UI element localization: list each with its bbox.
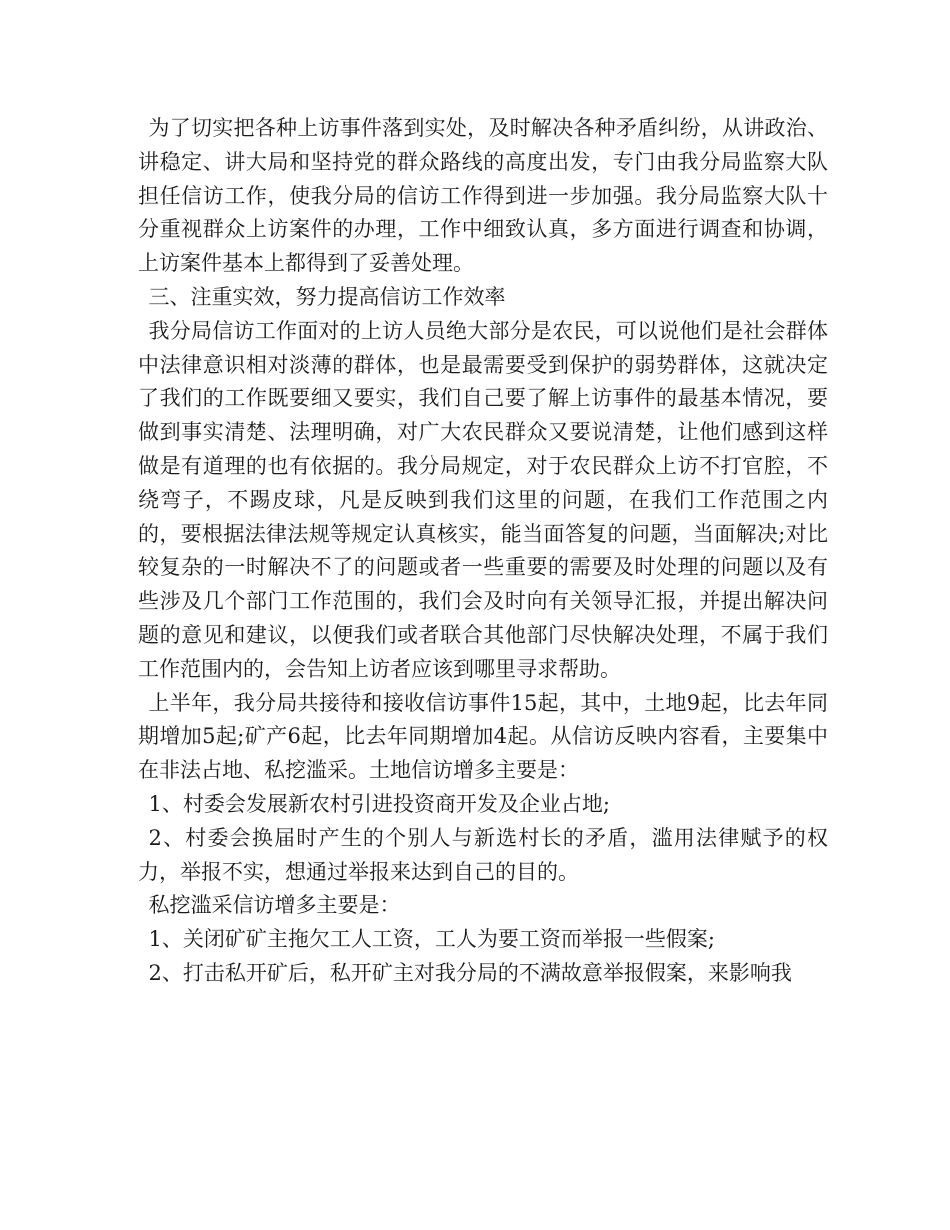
- paragraph-work-practice: 我分局信访工作面对的上访人员绝大部分是农民，可以说他们是社会群体中法律意识相对淡薄的群体，也是最需要受到保护的弱势群体，这就决定了我们的工作既要细又要实，我们自己要了解上访事件的最基本情况，要做到事实清楚、法理明确，对广大农民群众又要说清楚，让他们感到这样做是有道理的也有依据的。我分局规定，对于农民群众上访不打官腔，不绕弯子，不踢皮球，凡是反映到我们这里的问题，在我们工作范围之内的，要根据法律法规等规定认真核实，能当面答复的问题，当面解决;对比较复杂的一时解决不了的问题或者一些重要的需要及时处理的问题以及有些涉及几个部门工作范围的，我们会及时向有关领导汇报，并提出解决问题的意见和建议，以便我们或者联合其他部门尽快解决处理，不属于我们工作范围内的，会告知上访者应该到哪里寻求帮助。: [138, 318, 828, 681]
- paragraph-statistics: 上半年，我分局共接待和接收信访事件15起，其中，土地9起，比去年同期增加5起;矿产6起，比去年同期增加4起。从信访反映内容看，主要集中在非法占地、私挖滥采。土地信访增多主要是：: [138, 690, 828, 783]
- list-item-mining-1: 1、关闭矿矿主拖欠工人工资，工人为要工资而举报一些假案;: [148, 927, 715, 952]
- list-item-land-1: 1、村委会发展新农村引进投资商开发及企业占地;: [148, 791, 610, 816]
- section-heading-3: 三、注重实效，努力提高信访工作效率: [148, 284, 506, 309]
- list-item-mining-2: 2、打击私开矿后，私开矿主对我分局的不满故意举报假案，来影响我: [148, 960, 792, 985]
- list-item-land-2: 2、村委会换届时产生的个别人与新选村长的矛盾，滥用法律赋予的权力，举报不实，想通过举报来达到自己的目的。: [138, 825, 828, 884]
- paragraph-intro: 为了切实把各种上访事件落到实处，及时解决各种矛盾纠纷，从讲政治、讲稳定、讲大局和坚持党的群众路线的高度出发，专门由我分局监察大队担任信访工作，使我分局的信访工作得到进一步加强。我分局监察大队十分重视群众上访案件的办理，工作中细致认真，多方面进行调查和协调，上访案件基本上都得到了妥善处理。: [138, 116, 828, 276]
- document-page: [138, 112, 828, 991]
- subheading-mining: 私挖滥采信访增多主要是：: [148, 893, 401, 918]
